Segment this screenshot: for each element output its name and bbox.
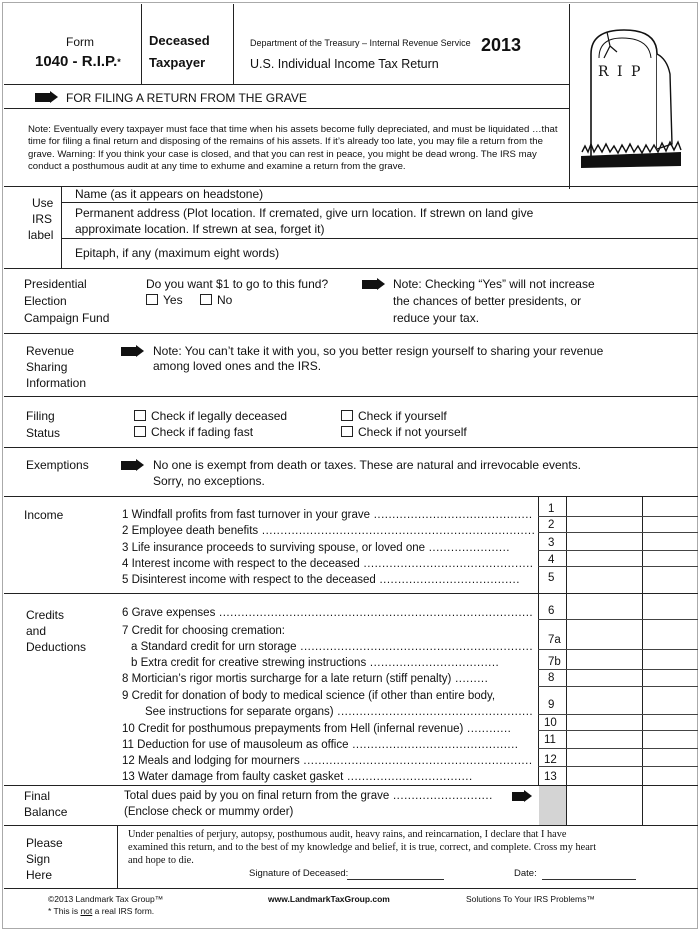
line-number-7b: 7b (548, 656, 561, 668)
department-label: Department of the Treasury – Internal Revenue Service (250, 38, 471, 48)
income-line-3: 3 Life insurance proceeds to surviving spouse, or loved one ...................... (122, 542, 511, 554)
credit-line-8: 8 Mortician’s rigor mortis surcharge for a late return (stiff penalty) ......... (122, 673, 489, 685)
credits-label-1: Credits (26, 608, 65, 622)
use-label: Use (32, 196, 54, 210)
filing-not-yourself-checkbox[interactable]: Check if not yourself (341, 425, 467, 439)
tax-year: 2013 (481, 35, 522, 55)
label-divider (61, 186, 62, 268)
revenue-bottom-line (4, 396, 698, 397)
address-field-label-2: approximate location. If strewn at sea, forget it) (75, 222, 325, 236)
signature-input[interactable] (347, 879, 444, 880)
final-sub-text: (Enclose check or mummy order) (124, 806, 294, 818)
credit-line-6: 6 Grave expenses ..................................................................................... (122, 607, 534, 619)
exemptions-text-1: No one is exempt from death or taxes. These are natural and irrevocable events. (153, 458, 582, 472)
filing-deceased-checkbox[interactable]: Check if legally deceased (134, 409, 287, 423)
exemptions-label: Exemptions (26, 458, 89, 472)
campaign-no-checkbox[interactable]: No (200, 293, 232, 307)
final-label-1: Final (24, 789, 51, 803)
credit-line-12: 12 Meals and lodging for mourners .............................................................. (122, 755, 533, 767)
campaign-question: Do you want $1 to go to this fund? (146, 277, 329, 291)
revenue-label-2: Sharing (26, 360, 68, 374)
line-number-5: 5 (548, 572, 555, 584)
revenue-note-1: Note: You can’t take it with you, so you better resign yourself to sharing your revenue (153, 344, 604, 358)
signature-label: Signature of Deceased: (249, 868, 349, 879)
credits-label-3: Deductions (26, 640, 87, 654)
final-total-text: Total dues paid by you on final return from the grave ........................... (124, 790, 493, 802)
return-title: U.S. Individual Income Tax Return (250, 57, 439, 71)
line-number-6: 6 (548, 605, 555, 617)
campaign-label-2: Election (24, 294, 67, 308)
footer-slogan: Solutions To Your IRS Problems™ (466, 894, 595, 904)
campaign-note-3: reduce your tax. (393, 311, 480, 325)
amount-col-line-3 (642, 496, 643, 825)
credit-line-7: 7 Credit for choosing cremation: (122, 625, 285, 637)
credits-bottom-line (4, 785, 698, 786)
declaration-1: Under penalties of perjury, autopsy, posthumous audit, heavy rains, and reincarnation, I declare that I have (128, 829, 567, 840)
credit-line-11: 11 Deduction for use of mausoleum as office ............................................. (122, 739, 519, 751)
exemptions-bottom-line (4, 496, 698, 497)
amount-col-line-1 (538, 496, 539, 785)
credits-label-2: and (26, 624, 47, 638)
line-number-11: 11 (544, 734, 556, 746)
tombstone-icon (577, 24, 693, 174)
final-shaded-cell (539, 786, 566, 825)
amount-row-line (538, 686, 698, 687)
header-divider-3 (569, 4, 570, 189)
footer-copyright: ©2013 Landmark Tax Group™ (48, 894, 164, 904)
income-bottom-line (4, 593, 698, 594)
taxpayer-label: Taxpayer (149, 55, 206, 70)
exemptions-text-2: Sorry, no exceptions. (153, 474, 265, 488)
line-number-9: 9 (548, 699, 555, 711)
footer-disclaimer: * This is not a real IRS form. (48, 906, 155, 916)
credit-line-13: 13 Water damage from faulty casket gasket .................................. (122, 771, 473, 783)
sign-label-3: Here (26, 868, 53, 882)
amount-row-line (538, 714, 698, 715)
line-number-1: 1 (548, 503, 555, 515)
credit-line-7b: b Extra credit for creative strewing instructions ................................... (131, 657, 500, 669)
sign-label-2: Sign (26, 852, 51, 866)
filing-label-1: Filing (26, 409, 55, 423)
amount-row-line (538, 619, 698, 620)
address-line (61, 238, 698, 239)
income-line-5: 5 Disinterest income with respect to the deceased ...................................... (122, 574, 520, 586)
revenue-label-3: Information (26, 376, 87, 390)
final-bottom-line (4, 825, 698, 826)
campaign-label-3: Campaign Fund (24, 311, 110, 325)
amount-row-line (538, 649, 698, 650)
line-number-7a: 7a (548, 634, 561, 646)
campaign-note-1: Note: Checking “Yes” will not increase (393, 277, 595, 291)
credit-line-9-cont: See instructions for separate organs) ..................................................... (145, 706, 534, 718)
banner-line (4, 108, 569, 109)
name-line (61, 202, 698, 203)
filing-label-2: Status (26, 426, 61, 440)
amount-row-line (538, 748, 698, 749)
revenue-label-1: Revenue (26, 344, 75, 358)
amount-row-line (538, 516, 698, 517)
campaign-note-2: the chances of better presidents, or (393, 294, 582, 308)
amount-row-line (538, 669, 698, 670)
filing-bottom-line (4, 447, 698, 448)
date-input[interactable] (542, 879, 636, 880)
header-divider-2 (233, 4, 234, 84)
campaign-label-1: Presidential (24, 277, 87, 291)
amount-row-line (538, 730, 698, 731)
credit-line-10: 10 Credit for posthumous prepayments from Hell (infernal revenue) ............ (122, 723, 512, 735)
line-number-13: 13 (544, 771, 557, 783)
amount-row-line (538, 566, 698, 567)
line-number-10: 10 (544, 717, 557, 729)
sign-divider (117, 825, 118, 888)
header-bottom-line (4, 84, 569, 85)
income-line-4: 4 Interest income with respect to the deceased .............................................. (122, 558, 534, 570)
footer-url[interactable]: www.LandmarkTaxGroup.com (268, 894, 390, 904)
income-line-2: 2 Employee death benefits .......................................................................... (122, 525, 536, 537)
declaration-2: examined this return, and to the best of my knowledge and belief, it is true, correct, and complete. Cross my heart (128, 842, 597, 853)
amount-col-line-2 (566, 496, 567, 825)
intro-note: Note: Eventually every taxpayer must face that time when his assets become fully depreciated, and must be liquidated …that time for filing a final return and disposing of the remains of his assets. If it’s already too late, you may file a return from the grave. Warning: If you think your case is closed, and that you can rest in peace, you might be dead wrong. The IRS may conduct a posthumous audit at any time to exhume and examine a return from the grave. (28, 124, 558, 172)
epitaph-field-label[interactable]: Epitaph, if any (maximum eight words) (75, 246, 280, 260)
address-field-label[interactable]: Permanent address (Plot location. If cremated, give urn location. If strewn on land give (75, 206, 534, 220)
deceased-label: Deceased (149, 33, 210, 48)
sign-label-1: Please (26, 836, 63, 850)
amount-row-line (538, 766, 698, 767)
income-line-1: 1 Windfall profits from fast turnover in your grave ........................................... (122, 509, 533, 521)
form-label: Form (66, 35, 94, 49)
line-number-12: 12 (544, 754, 557, 766)
date-label: Date: (514, 868, 537, 879)
label-bottom-line (4, 268, 698, 269)
banner-text: FOR FILING A RETURN FROM THE GRAVE (66, 91, 307, 105)
form-number: 1040 - R.I.P.* (35, 53, 121, 70)
amount-row-line (538, 532, 698, 533)
name-field-label[interactable]: Name (as it appears on headstone) (75, 187, 264, 201)
label-label: label (28, 228, 54, 242)
credit-line-9: 9 Credit for donation of body to medical science (if other than entire body, (122, 690, 496, 702)
line-number-3: 3 (548, 537, 555, 549)
filing-fading-checkbox[interactable]: Check if fading fast (134, 425, 253, 439)
amount-row-line (538, 550, 698, 551)
irs-label: IRS (32, 212, 53, 226)
line-number-2: 2 (548, 519, 555, 531)
line-number-8: 8 (548, 672, 555, 684)
final-label-2: Balance (24, 805, 68, 819)
income-label: Income (24, 508, 64, 522)
revenue-note-2: among loved ones and the IRS. (153, 359, 322, 373)
credit-line-7a: a Standard credit for urn storage ............................................................... (131, 641, 534, 653)
tombstone-text: R I P (598, 64, 643, 80)
filing-yourself-checkbox[interactable]: Check if yourself (341, 409, 447, 423)
line-number-4: 4 (548, 554, 555, 566)
declaration-3: and hope to die. (128, 855, 194, 866)
campaign-bottom-line (4, 333, 698, 334)
header-divider-1 (141, 4, 142, 84)
sign-bottom-line (4, 888, 698, 889)
campaign-yes-checkbox[interactable]: Yes (146, 293, 183, 307)
